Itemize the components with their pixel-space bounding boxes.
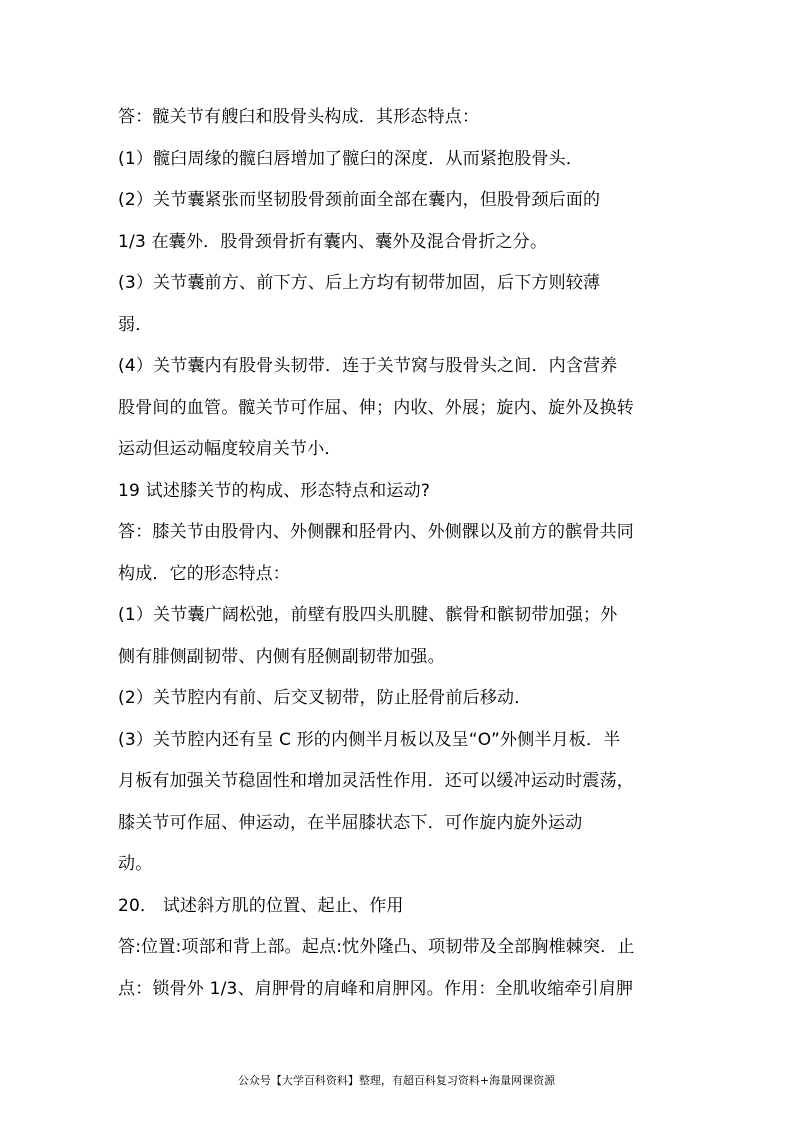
text-line: (1）髋臼周缘的髋臼唇增加了髋臼的深度．从而紧抱股骨头．: [118, 149, 584, 169]
text-line: 侧有腓侧副韧带、内侧有胫侧副韧带加强。: [118, 647, 445, 667]
text-line: 1/3 在囊外．股骨颈骨折有囊内、囊外及混合骨折之分。: [118, 232, 548, 252]
text-line: (2）关节腔内有前、后交叉韧带，防止胫骨前后移动．: [118, 688, 532, 708]
text-line: 运动但运动幅度较肩关节小．: [118, 439, 342, 459]
text-line: 动。: [118, 854, 153, 874]
text-line: 月板有加强关节稳固性和增加灵活性作用．还可以缓冲运动时震荡，: [118, 771, 634, 791]
text-line: 弱．: [118, 315, 153, 335]
text-line: (3）关节囊前方、前下方、后上方均有韧带加固，后下方则较薄: [118, 273, 601, 293]
text-line: (3）关节腔内还有呈 C 形的内侧半月板以及呈“O”外侧半月板．半: [118, 730, 621, 750]
text-line: 答：髋关节有艘臼和股骨头构成．其形态特点：: [118, 107, 480, 127]
text-line: 膝关节可作屈、伸运动，在半屈膝状态下．可作旋内旋外运动: [118, 813, 583, 833]
page-footer: 公众号【大学百科资料】整理，有超百科复习资料+海量网课资源: [237, 1074, 556, 1087]
text-line: (2）关节囊紧张而坚韧股骨颈前面全部在囊内，但股骨颈后面的: [118, 190, 601, 210]
text-line: 股骨间的血管。髋关节可作屈、伸；内收、外展；旋内、旋外及换转: [118, 398, 634, 418]
text-line: (4）关节囊内有股骨头韧带．连于关节窝与股骨头之间．内含营养: [118, 356, 618, 376]
text-line: 构成．它的形态特点：: [118, 564, 290, 584]
text-line: 答：膝关节由股骨内、外侧髁和胫骨内、外侧髁以及前方的髌骨共同: [118, 522, 634, 542]
text-line: (1）关节囊广阔松弛，前壁有股四头肌腱、髌骨和髌韧带加强；外: [118, 605, 618, 625]
text-line: 点：锁骨外 1/3、肩胛骨的肩峰和肩胛冈。作用：全肌收缩牵引肩胛: [118, 979, 634, 999]
section-heading: 20． 试述斜方肌的位置、起止、作用: [118, 896, 404, 916]
text-line: 答:位置:项部和背上部。起点:忱外隆凸、项韧带及全部胸椎棘突．止: [118, 937, 635, 957]
section-heading: 19 试述膝关节的构成、形态特点和运动?: [118, 481, 431, 501]
